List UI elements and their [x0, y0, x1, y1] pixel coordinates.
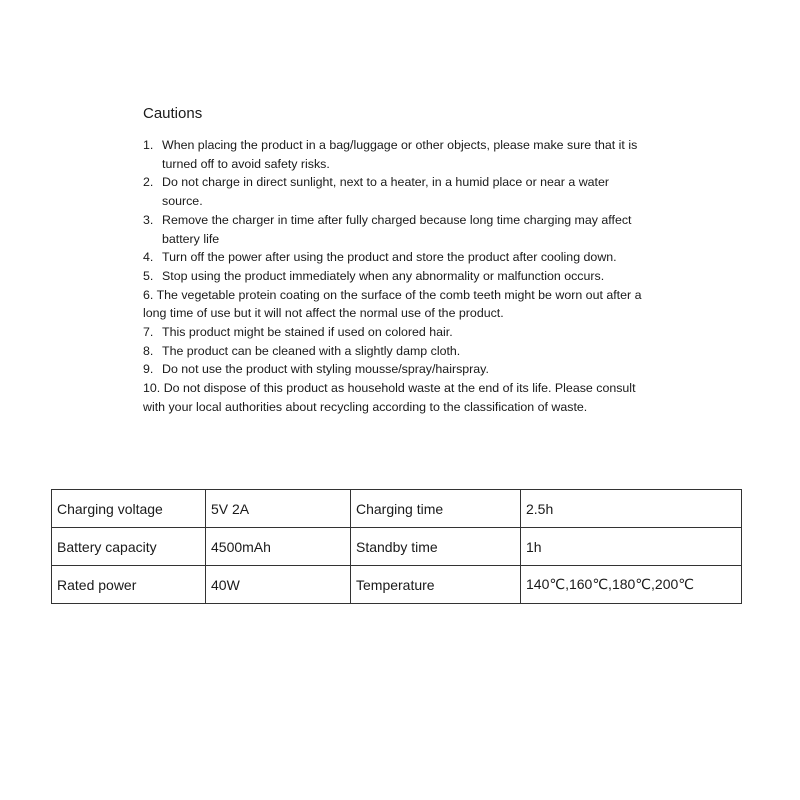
- cautions-section: [143, 104, 653, 417]
- caution-list: [143, 136, 653, 417]
- caution-number: 6.: [143, 287, 154, 302]
- spec-label: Charging voltage: [52, 490, 206, 528]
- caution-text: The vegetable protein coating on the surface of the comb teeth might be worn out after a long time of use but it will not affect the normal use of the product.: [143, 287, 642, 321]
- caution-text: This product might be stained if used on colored hair.: [162, 325, 453, 340]
- spec-label: Rated power: [52, 566, 206, 604]
- caution-number: 10.: [143, 381, 161, 396]
- caution-item: [143, 136, 653, 173]
- spec-value: 40W: [206, 566, 351, 604]
- caution-text: Do not dispose of this product as household waste at the end of its life. Please consult with your local authorities about recycling according to the classification of waste.: [143, 381, 636, 414]
- caution-number: 3.: [143, 212, 154, 227]
- caution-number: 2.: [143, 175, 154, 190]
- caution-text: Turn off the power after using the product and store the product after cooling down.: [162, 250, 617, 265]
- spec-label: Standby time: [351, 528, 521, 566]
- caution-text: Stop using the product immediately when any abnormality or malfunction occurs.: [162, 268, 605, 283]
- spec-value: 2.5h: [521, 490, 742, 528]
- spec-label: Temperature: [351, 566, 521, 604]
- spec-value: 1h: [521, 528, 742, 566]
- caution-item: [143, 248, 653, 267]
- spec-value: 4500mAh: [206, 528, 351, 566]
- caution-item: [143, 360, 653, 379]
- caution-number: 9.: [143, 362, 154, 377]
- caution-item: [143, 286, 653, 323]
- cautions-title: Cautions: [143, 105, 203, 122]
- table-row: [52, 566, 742, 604]
- caution-text: Do not use the product with styling mousse/spray/hairspray.: [162, 362, 489, 377]
- caution-item: [143, 211, 653, 248]
- caution-text: When placing the product in a bag/luggage or other objects, please make sure that it is turned off to avoid safety risks.: [162, 138, 638, 171]
- caution-text: The product can be cleaned with a slightly damp cloth.: [162, 343, 461, 358]
- table-row: [52, 490, 742, 528]
- caution-item: [143, 379, 653, 416]
- spec-value: 5V 2A: [206, 490, 351, 528]
- caution-number: 1.: [143, 138, 154, 152]
- caution-item: [143, 267, 653, 286]
- caution-item: [143, 342, 653, 361]
- spec-label: Charging time: [351, 490, 521, 528]
- table-row: [52, 528, 742, 566]
- caution-number: 5.: [143, 268, 154, 283]
- spec-label: Battery capacity: [52, 528, 206, 566]
- spec-value: 140℃,160℃,180℃,200℃: [521, 566, 742, 604]
- caution-item: [143, 173, 653, 210]
- caution-text: Do not charge in direct sunlight, next to a heater, in a humid place or near a water source.: [162, 175, 610, 209]
- caution-number: 4.: [143, 250, 154, 265]
- caution-item: [143, 323, 653, 342]
- caution-number: 8.: [143, 343, 154, 358]
- caution-number: 7.: [143, 325, 154, 340]
- caution-text: Remove the charger in time after fully charged because long time charging may affect battery life: [162, 212, 632, 246]
- spec-table: [51, 489, 742, 604]
